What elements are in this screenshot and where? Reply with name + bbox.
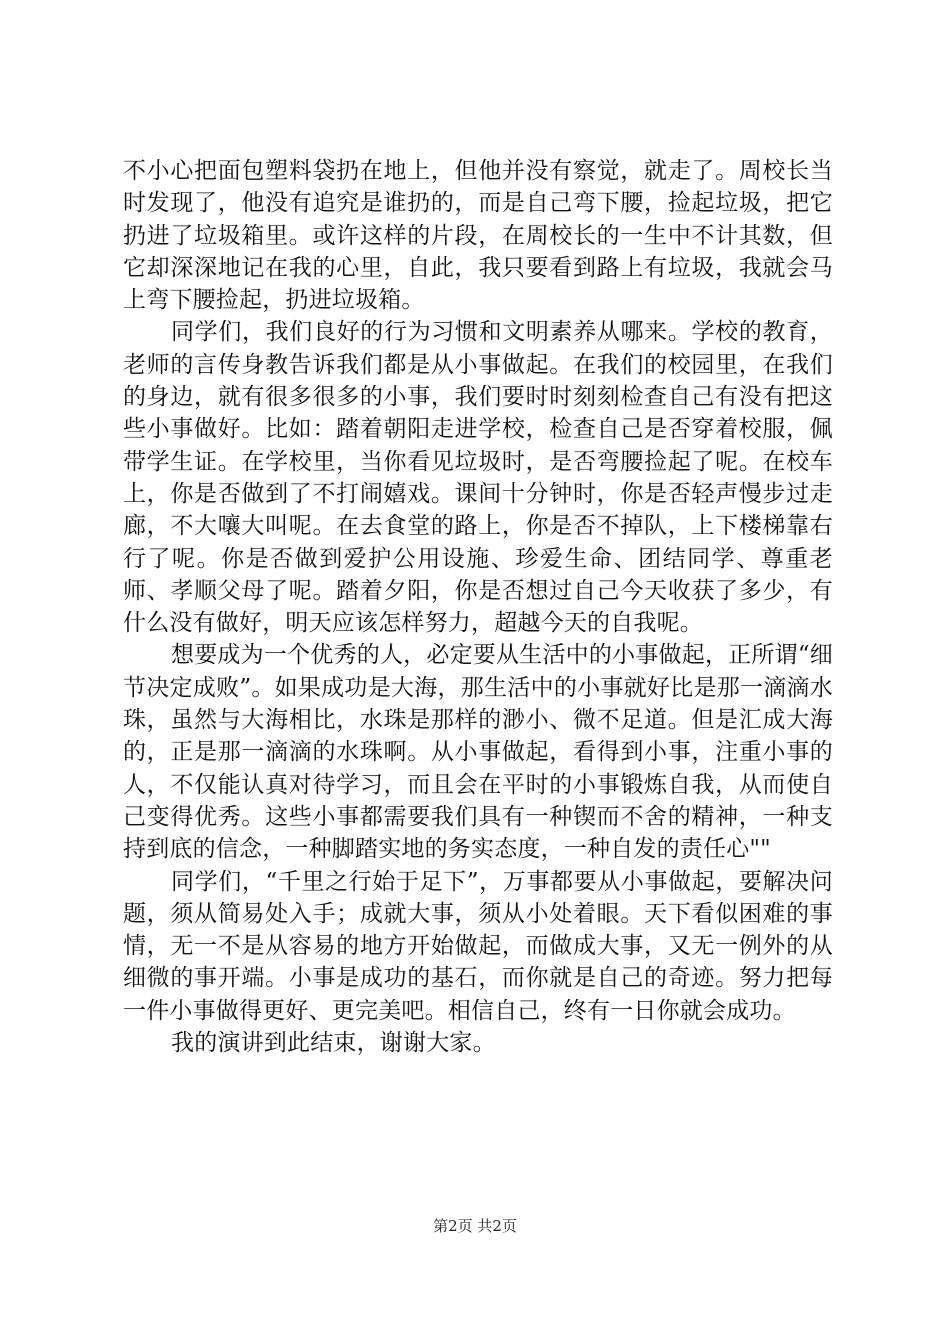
document-body (123, 155, 833, 1059)
paragraph-habits: 同学们，我们良好的行为习惯和文明素养从哪来。学校的教育，老师的言传身教告诉我们都是从小事做起。在我们的校园里，在我们的身边，就有很多很多的小事，我们要时时刻刻检查自己有没有把这些小事做好。比如：踏着朝阳走进学校，检查自己是否穿着校服，佩带学生证。在学校里，当你看见垃圾时，是否弯腰捡起了呢。在校车上，你是否做到了不打闹嬉戏。课间十分钟时，你是否轻声慢步过走廊，不大嚷大叫呢。在去食堂的路上，你是否不掉队，上下楼梯靠右行了呢。你是否做到爱护公用设施、珍爱生命、团结同学、尊重老师、孝顺父母了呢。踏着夕阳，你是否想过自己今天收获了多少，有什么没有做好，明天应该怎样努力，超越今天的自我呢。 (123, 319, 833, 637)
paragraph-closing: 我的演讲到此结束，谢谢大家。 (171, 1030, 496, 1057)
paragraph-small-things: 同学们，“千里之行始于足下”，万事都要从小事做起，要解决问题，须从简易处入手；成就大事，须从小处着眼。天下看似困难的事情，无一不是从容易的地方开始做起，而做成大事，又无一例外的从细微的事开端。小事是成功的基石，而你就是自己的奇迹。努力把每一件小事做得更好、更完美吧。相信自己，终有一日你就会成功。 (123, 868, 833, 1024)
paragraph-continuation: 不小心把面包塑料袋扔在地上，但他并没有察觉，就走了。周校长当时发现了，他没有追究是谁扔的，而是自己弯下腰，捡起垃圾，把它扔进了垃圾箱里。或许这样的片段，在周校长的一生中不计其数，但它却深深地记在我的心里，自此，我只要看到路上有垃圾，我就会马上弯下腰捡起，扔进垃圾箱。 (123, 158, 833, 314)
page-number-footer: 第2页 共2页 (433, 1217, 517, 1235)
paragraph-details: 想要成为一个优秀的人，必定要从生活中的小事做起，正所谓“细节决定成败”。如果成功是大海，那生活中的小事就好比是那一滴滴水珠，虽然与大海相比，水珠是那样的渺小、微不足道。但是汇成大海的，正是那一滴滴的水珠啊。从小事做起，看得到小事，注重小事的人，不仅能认真对待学习，而且会在平时的小事锻炼自我，从而使自己变得优秀。这些小事都需要我们具有一种锲而不舍的精神，一种支持到底的信念，一种脚踏实地的务实态度，一种自发的责任心"" (123, 642, 833, 863)
